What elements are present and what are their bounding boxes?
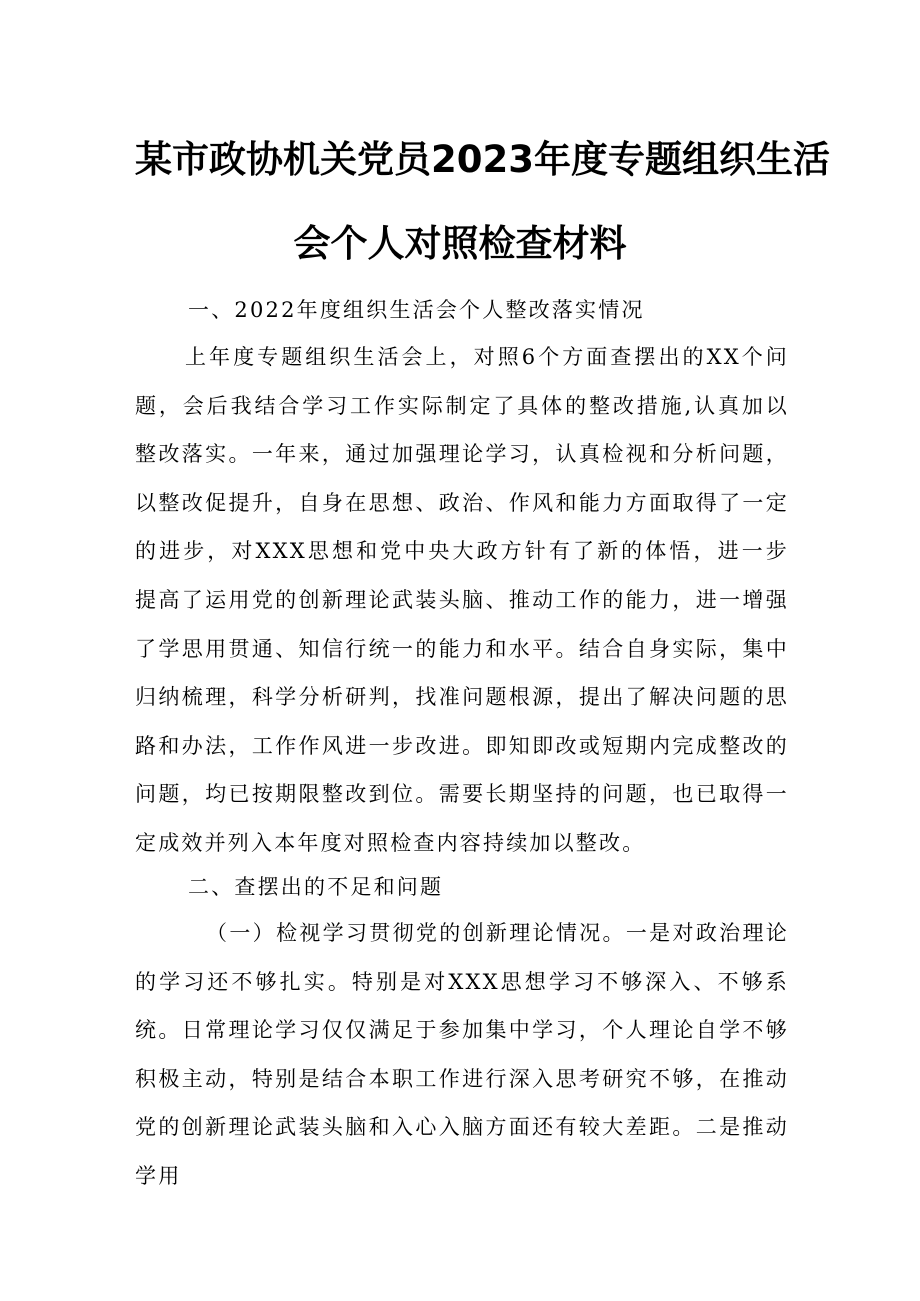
document-title-line-1: 某市政协机关党员2023年度专题组织生活 (135, 138, 830, 181)
section-1-paragraph: 上年度专题组织生活会上，对照6个方面查摆出的XX个问题，会后我结合学习工作实际制定了具体的整改措施,认真加以整改落实。一年来，通过加强理论学习，认真检视和分析问题，以整改促提升，自身在思想、政治、作风和能力方面取得了一定的进步，对XXX思想和党中央大政方针有了新的体悟，进一步提高了运用党的创新理论武装头脑、推动工作的能力，进一增强了学思用贯通、知信行统一的能力和水平。结合自身实际，集中归纳梳理，科学分析研判，找准问题根源，提出了解决问题的思路和办法，工作作风进一步改进。即知即改或短期内完成整改的问题，均已按期限整改到位。需要长期坚持的问题，也已取得一定成效并列入本年度对照检查内容持续加以整改。 (135, 345, 789, 855)
document-title-line-2: 会个人对照检查材料 (293, 222, 627, 265)
section-heading-2: 二、查摆出的不足和问题 (188, 875, 444, 899)
section-heading-1: 一、2022年度组织生活会个人整改落实情况 (188, 298, 645, 322)
section-2-paragraph: （一）检视学习贯彻党的创新理论情况。一是对政治理论的学习还不够扎实。特别是对XXX思想学习不够深入、不够系统。日常理论学习仅仅满足于参加集中学习，个人理论自学不够积极主动，特别是结合本职工作进行深入思考研究不够，在推动党的创新理论武装头脑和入心入脑方面还有较大差距。二是推动学用 (135, 921, 789, 1188)
